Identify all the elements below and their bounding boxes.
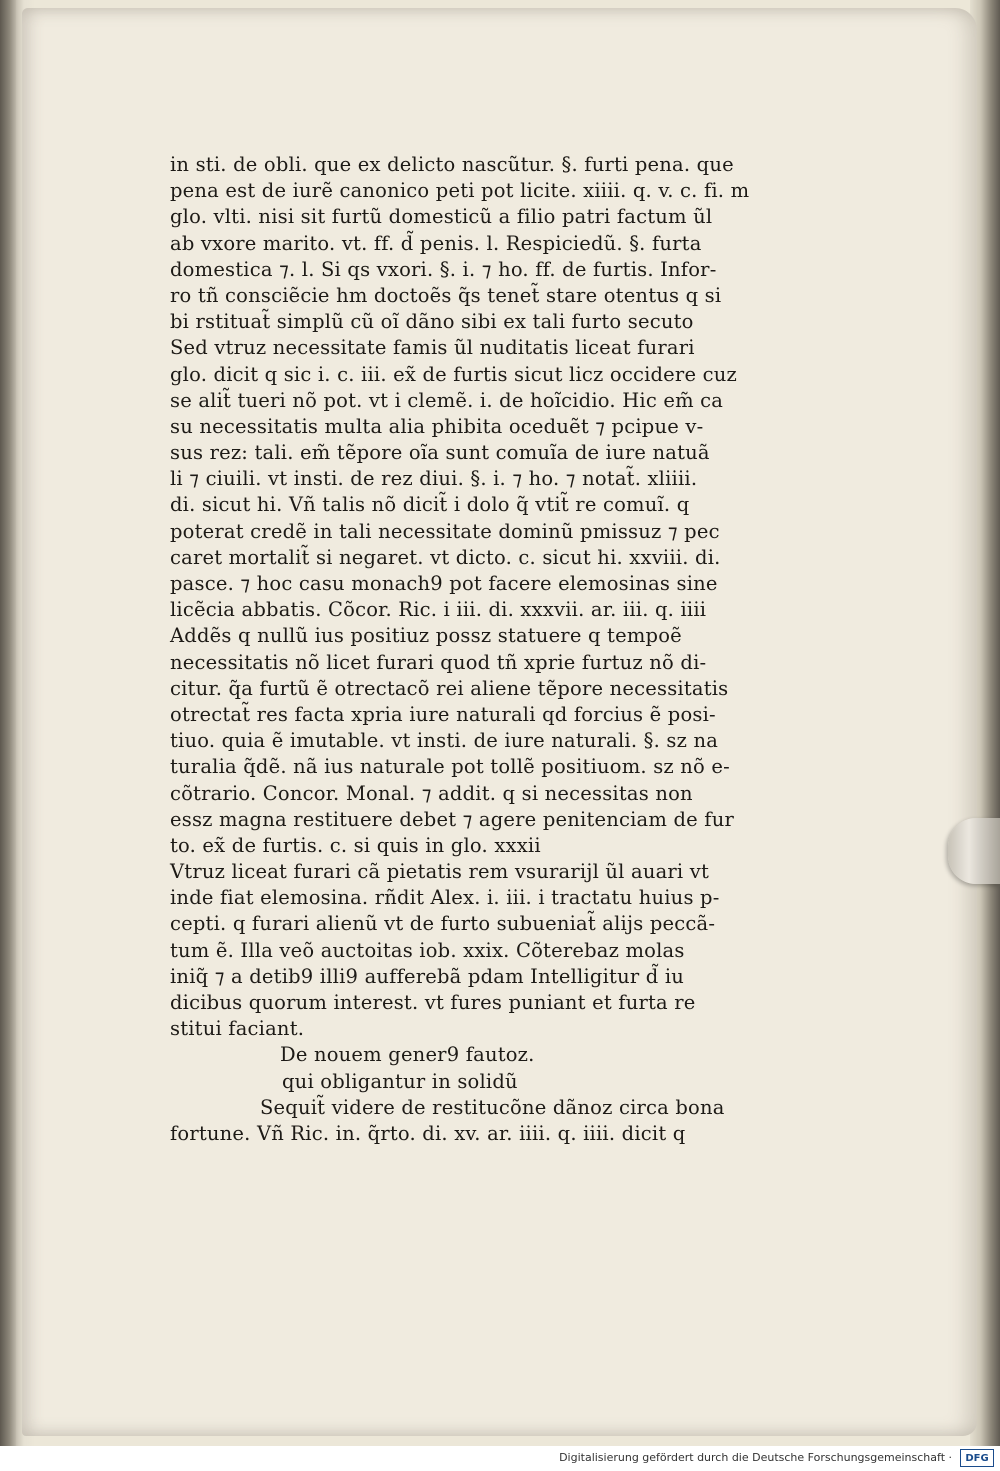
text-line: citur. q̃a furtũ ẽ otrectacõ rei aliene tẽpore necessitatis [170, 676, 729, 700]
text-line: se alit̃ tueri nõ pot. vt i clemẽ. i. de hoĩcidio. Hic em̃ ca [170, 388, 724, 412]
text-line: ro tñ consciẽcie hm doctoẽs q̃s tenet̃ stare otentus q si [170, 283, 722, 307]
book-binding-left [0, 0, 16, 1446]
text-line: glo. dicit q sic i. c. iii. ex̃ de furtis sicut licz occidere cuz [170, 362, 737, 386]
text-line: bi rstituat̃ simplũ cũ oĩ dãno sibi ex tali furto secuto [170, 310, 694, 334]
text-line: Sed vtruz necessitate famis ũl nuditatis liceat furari [170, 336, 695, 360]
text-line: pasce. ⁊ hoc casu monach9 pot facere elemosinas sine [170, 572, 718, 595]
text-line: tiuo. quia ẽ imutable. vt insti. de iure naturali. §. sz na [170, 729, 719, 753]
text-line: iniq̃ ⁊ a detib9 illi9 aufferebã pdam Intelligitur d̃ iu [170, 964, 685, 988]
text-line: Addẽs q nullũ ius positiuz possz statuere q tempoẽ [170, 624, 682, 648]
text-line: De nouem gener9 fautoz. [280, 1043, 535, 1067]
text-line: domestica ⁊. l. Si qs vxori. §. i. ⁊ ho. ff. de furtis. Infor- [170, 257, 717, 281]
text-line: fortune. Vñ Ric. in. q̃rto. di. xv. ar. iiii. q. iiii. dicit q [170, 1121, 686, 1145]
body-text [170, 152, 770, 1147]
text-line: cõtrario. Concor. Monal. ⁊ addit. q si necessitas non [170, 781, 693, 805]
text-line: cepti. q furari alienũ vt de furto subueniat̃ alijs peccã- [170, 912, 716, 936]
text-line: di. sicut hi. Vñ talis nõ dicit̃ i dolo q̃ vtit̃ re comuĩ. q [170, 493, 690, 517]
text-line: in sti. de obli. que ex delicto nascũtur. §. furti pena. que [170, 153, 734, 176]
text-line: dicibus quorum interest. vt fures puniant et furta re [170, 991, 696, 1014]
text-line: poterat credẽ in tali necessitate dominũ pmissuz ⁊ pec [170, 519, 720, 543]
text-line: ab vxore marito. vt. ff. d̃ penis. l. Respiciedũ. §. furta [170, 231, 702, 255]
text-line: turalia q̃dẽ. nã ius naturale pot tollẽ positiuom. sz nõ e- [170, 755, 730, 779]
text-line: li ⁊ ciuili. vt insti. de rez diui. §. i. ⁊ ho. ⁊ notat̃. xliiii. [170, 467, 698, 491]
text-line: Sequit̃ videre de restitucõne dãnoz circa bona [260, 1095, 725, 1119]
text-line: qui obligantur in solidũ [282, 1069, 518, 1093]
text-line: caret mortalit̃ si negaret. vt dicto. c. sicut hi. xxviii. di. [170, 545, 721, 569]
text-line: stitui faciant. [170, 1017, 305, 1041]
page-clip [948, 818, 1000, 884]
text-line: glo. vlti. nisi sit furtũ domesticũ a filio patri factum ũl [170, 205, 713, 229]
text-line: otrectat̃ res facta xpria iure naturali qd forcius ẽ posi- [170, 702, 716, 726]
text-line: inde fiat elemosina. rñdit Alex. i. iii. i tractatu huius p- [170, 886, 720, 910]
text-line: sus rez: tali. em̃ tẽpore oĩa sunt comuĩa de iure natuã [170, 441, 710, 465]
text-line: Vtruz liceat furari cã pietatis rem vsurarijl ũl auari vt [170, 860, 710, 884]
text-line: pena est de iurẽ canonico peti pot licite. xiiii. q. v. c. fi. m [170, 179, 750, 203]
text-line: to. ex̃ de furtis. c. si quis in glo. xxxii [170, 833, 541, 857]
text-line: essz magna restituere debet ⁊ agere penitenciam de fur [170, 807, 734, 831]
footer-credit: Digitalisierung gefördert durch die Deutsche Forschungsgemeinschaft · [559, 1451, 952, 1464]
text-line: su necessitatis multa alia phibita oceduẽt ⁊ pcipue v- [170, 414, 704, 438]
text-line: tum ẽ. Illa veõ auctoitas iob. xxix. Cõterebaz molas [170, 938, 685, 962]
text-line: necessitatis nõ licet furari quod tñ xprie furtuz nõ di- [170, 650, 707, 674]
footer-bar [0, 1446, 1000, 1471]
dfg-logo-icon: DFG [960, 1449, 994, 1467]
text-line: licẽcia abbatis. Cõcor. Ric. i iii. di. xxxvii. ar. iii. q. iiii [170, 598, 707, 622]
